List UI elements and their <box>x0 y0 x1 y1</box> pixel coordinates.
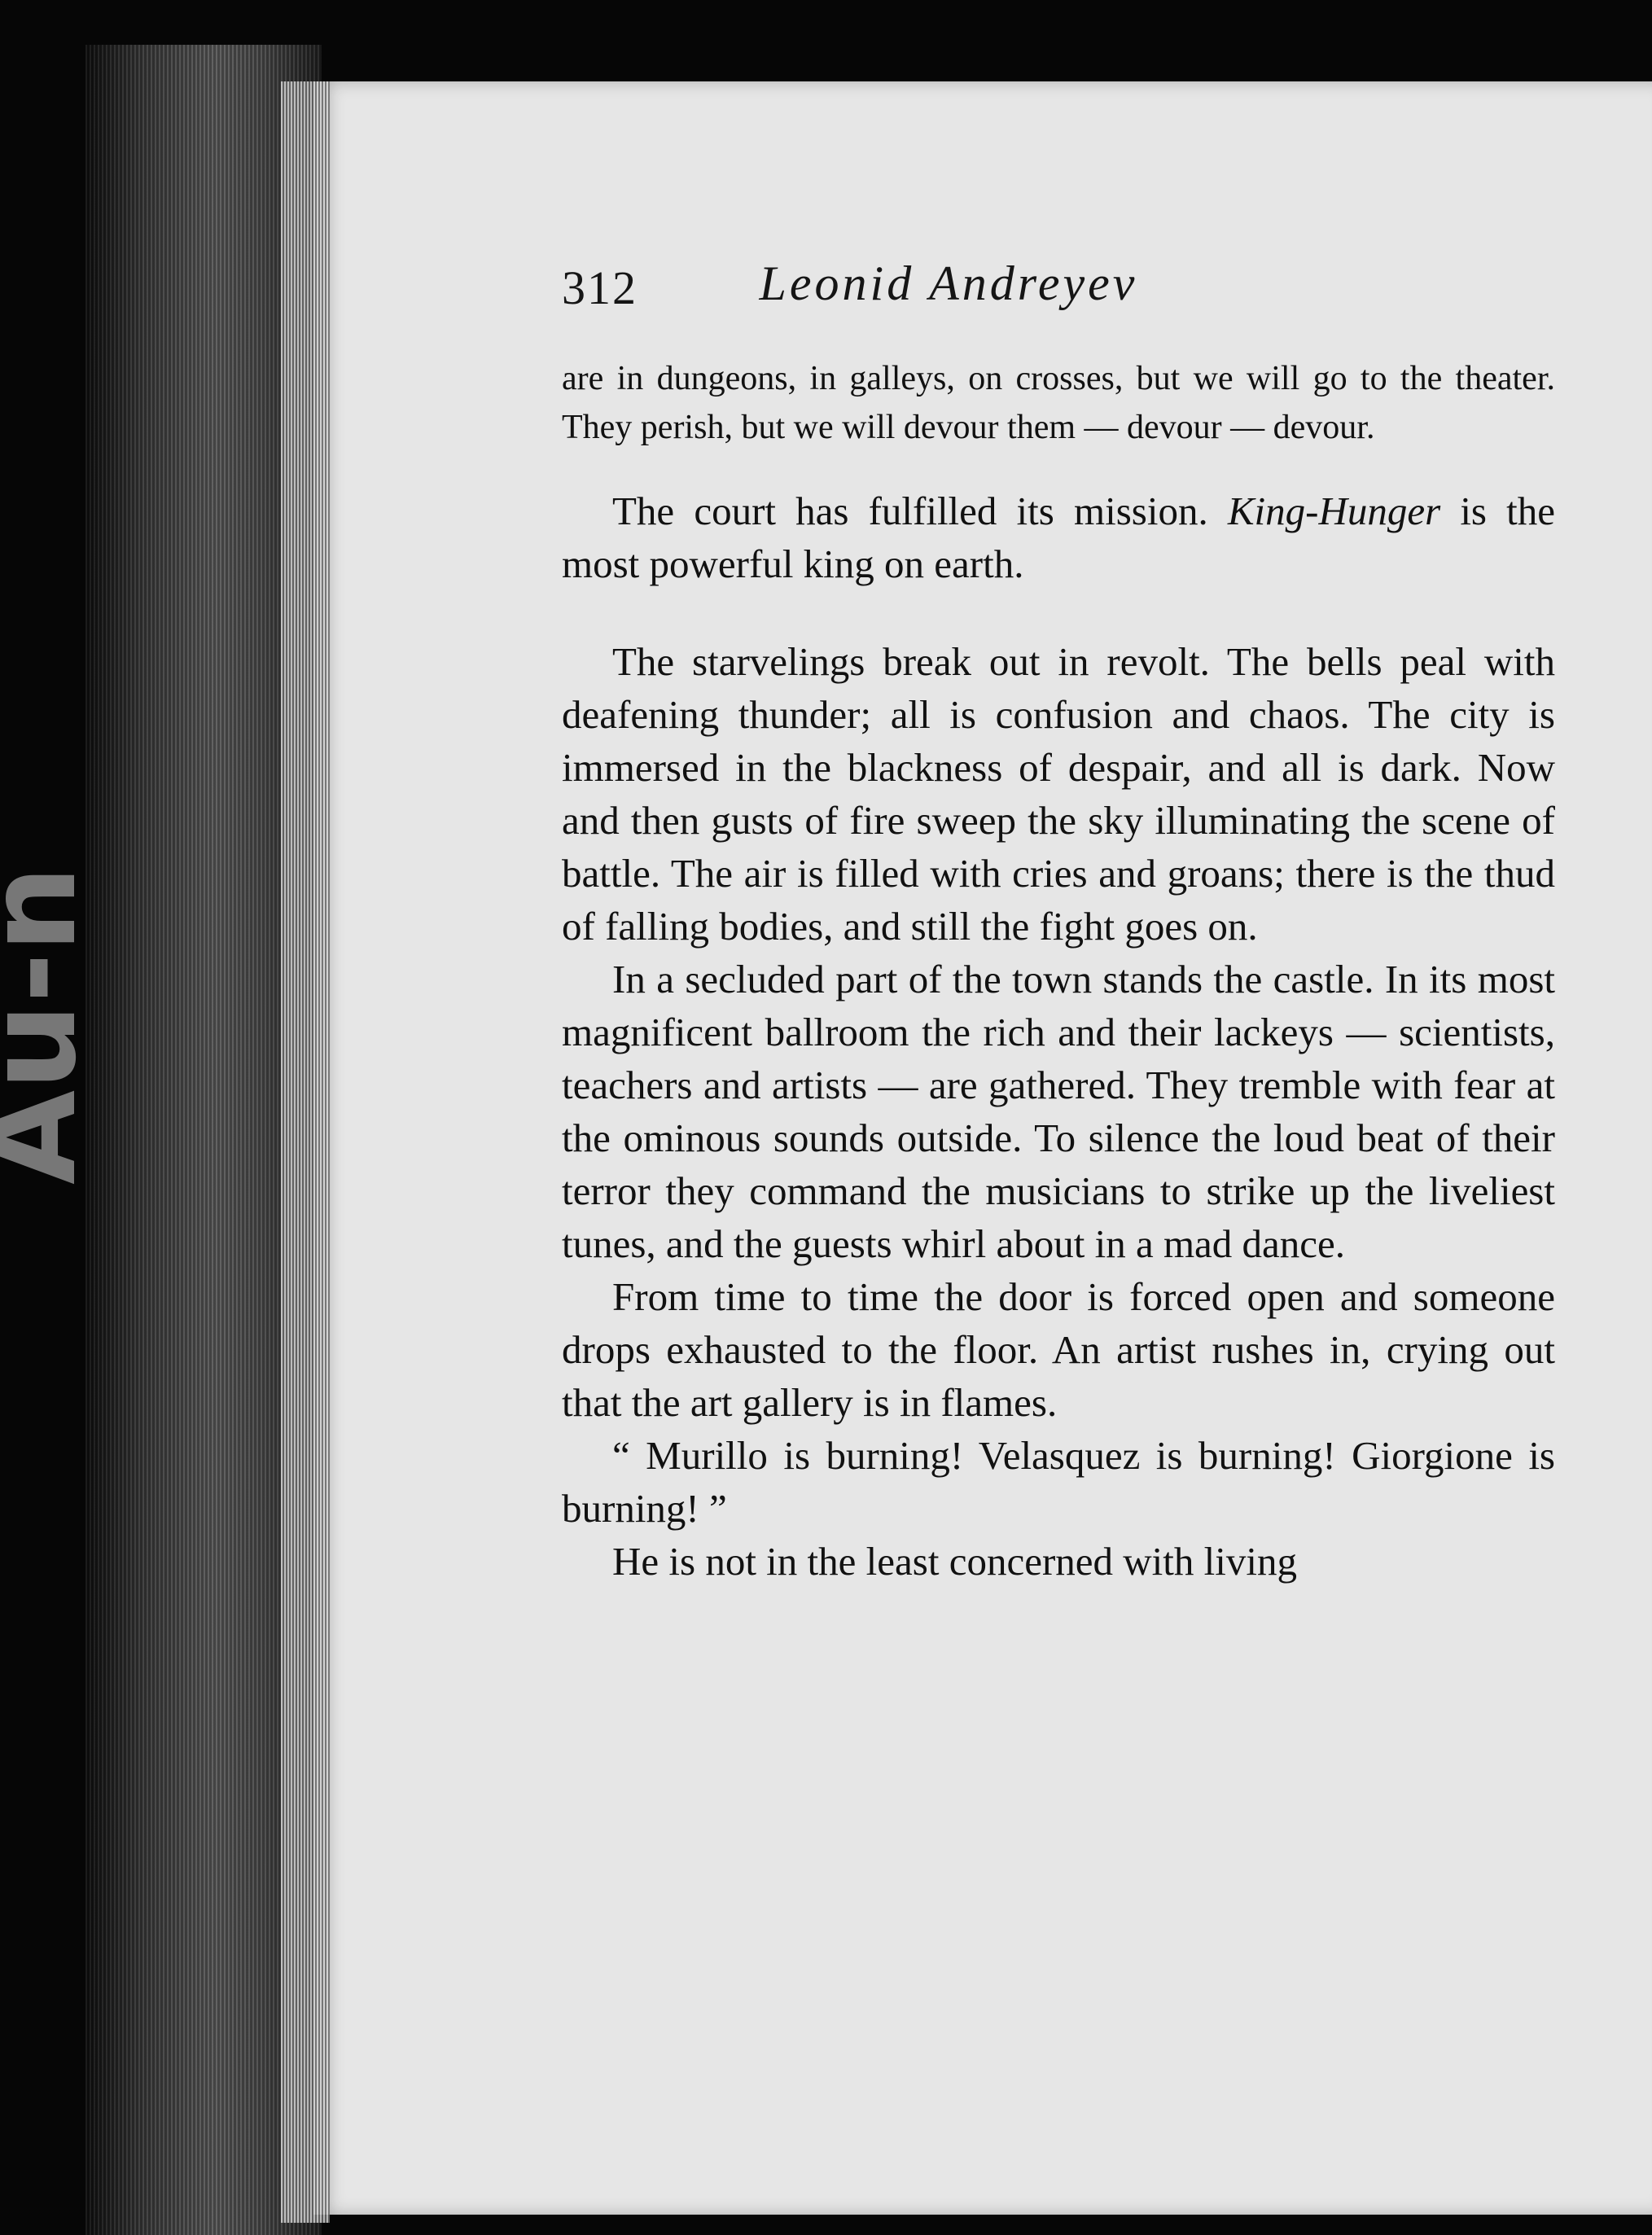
king-hunger-title: King-Hunger <box>1227 489 1441 533</box>
book-page <box>313 81 1652 2215</box>
paragraph-1: are in dungeons, in galleys, on crosses, but we will go to the theater. They perish, but we will devour them — devour — devour. <box>562 360 1555 446</box>
paragraph-2-start: The court has fulfilled its mission. <box>612 489 1228 533</box>
paragraph-5: From time to time the door is forced open and someone drops exhausted to the floor. An artist rushes in, crying out that the art gallery is in flames. <box>562 1274 1555 1425</box>
paragraph-3: The starvelings break out in revolt. The bells peal with deafening thunder; all is confusion and chaos. The city is immersed in the blackness of despair, and all is dark. Now and then gusts of fire sweep the sky illuminating the scene of battle. The air is filled with cries and groans; there is the thud of falling bodies, and still the fight goes on. <box>562 639 1555 949</box>
paragraph-4: In a secluded part of the town stands the castle. In its most magnificent ballroom the rich and their lackeys — scientists, teachers and artists — are gathered. They tremble with fear at the ominous sounds outside. To silence the loud beat of their terror they command the musicians to strike up the liveliest tunes, and the guests whirl about in a mad dance. <box>562 957 1555 1266</box>
text-body <box>562 354 1555 1588</box>
page-number: 312 <box>562 261 638 314</box>
paragraph-2-end: is the most powerful king on earth. <box>562 489 1556 586</box>
page-header <box>562 256 1523 334</box>
page-edges <box>281 81 330 2223</box>
running-title: Leonid Andreyev <box>759 256 1138 310</box>
paragraph-2 <box>562 484 1555 590</box>
paragraph-7: He is not in the least concerned with living <box>612 1539 1297 1584</box>
paragraph-6: “ Murillo is burning! Velasquez is burning! Giorgione is burning! ” <box>562 1433 1555 1531</box>
